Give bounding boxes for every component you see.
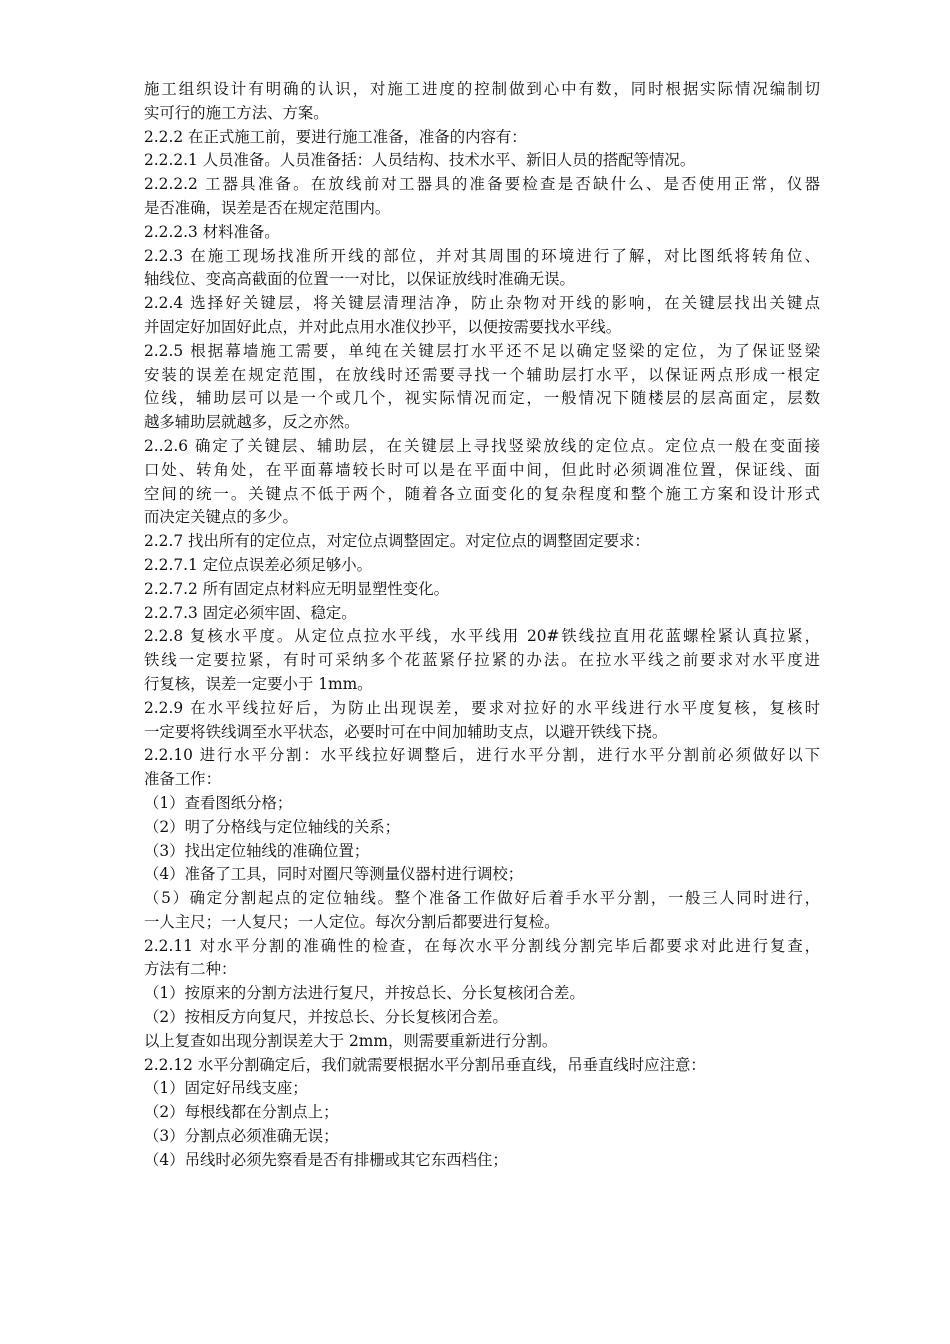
text-line: 2.2.11 对水平分割的准确性的检查，在每次水平分割线分割完毕后都要求对此进行复查，	[144, 936, 820, 955]
text-line: 以上复查如出现分割误差大于 2mm，则需要重新进行分割。	[144, 1031, 558, 1050]
document-page	[144, 78, 820, 1173]
text-line: 施工组织设计有明确的认识，对施工进度的控制做到心中有数，同时根据实际情况编制切	[144, 80, 820, 98]
text-line: 2.2.7.3 固定必须牢固、稳定。	[144, 603, 357, 622]
text-line: （2）按相反方向复尺，并按总长、分长复核闭合差。	[144, 1008, 508, 1027]
text-line: （1）查看图纸分格；	[144, 793, 293, 812]
text-line: 2.2.2 在正式施工前，要进行施工准备，准备的内容有：	[144, 127, 527, 146]
text-line: （3）分割点必须准确无误；	[144, 1127, 339, 1146]
text-line: 行复核，误差一定要小于 1mm。	[144, 674, 373, 693]
text-line: （1）固定好吊线支座；	[144, 1079, 308, 1098]
text-line: 2.2.7.2 所有固定点材料应无明显塑性变化。	[144, 579, 449, 598]
text-line: （2）明了分格线与定位轴线的关系；	[144, 817, 401, 836]
text-line: 口处、转角处，在平面幕墙较长时可以是在平面中间，但此时必须调准位置，保证线、面	[144, 460, 820, 479]
text-line: （4）准备了工具，同时对圈尺等测量仪器村进行调校；	[144, 865, 524, 884]
text-line: 2.2.8 复核水平度。从定位点拉水平线，水平线用 20#铁线拉直用花蓝螺栓紧认真拉紧，	[144, 627, 820, 646]
text-line: 2.2.12 水平分割确定后，我们就需要根据水平分割吊垂直线，吊垂直线时应注意：	[144, 1055, 706, 1074]
text-line: 2.2.4 选择好关键层，将关键层清理洁净，防止杂物对开线的影响，在关键层找出关键点	[144, 294, 820, 313]
text-line: 实可行的施工方法、方案。	[144, 103, 329, 122]
text-line: 准备工作：	[144, 770, 221, 789]
text-line: （1）按原来的分割方法进行复尺，并按总长、分长复核闭合差。	[144, 984, 585, 1003]
text-line: 安装的误差在规定范围，在放线时还需要寻找一个辅助层打水平，以保证两点形成一根定	[144, 365, 820, 384]
text-line: 2.2.2.3 材料准备。	[144, 222, 280, 241]
text-line: 方法有二种：	[144, 960, 237, 979]
text-line: 2.2.3 在施工现场找准所开线的部位，并对其周围的环境进行了解，对比图纸将转角位、	[144, 246, 820, 265]
text-line: 2.2.7.1 定位点误差必须足够小。	[144, 555, 373, 574]
text-line: （3）找出定位轴线的准确位置；	[144, 841, 370, 860]
text-line: 空间的统一。关键点不低于两个，随着各立面变化的复杂程度和整个施工方案和设计形式	[144, 484, 820, 503]
text-line: 一人主尺；一人复尺；一人定位。每次分割后都要进行复检。	[144, 912, 560, 931]
text-line: 2..2.6 确定了关键层、辅助层，在关键层上寻找竖梁放线的定位点。定位点一般在变面接	[144, 436, 820, 455]
text-line: 2.2.9 在水平线拉好后，为防止出现误差，要求对拉好的水平线进行水平度复核，复核时	[144, 698, 820, 717]
text-line: 轴线位、变高高截面的位置一一对比，以保证放线时准确无误。	[144, 270, 575, 289]
text-line: 2.2.7 找出所有的定位点，对定位点调整固定。对定位点的调整固定要求：	[144, 532, 650, 551]
text-line: 2.2.10 进行水平分割：水平线拉好调整后，进行水平分割，进行水平分割前必须做好以下	[144, 746, 820, 765]
text-line: 是否准确，误差是否在规定范围内。	[144, 198, 391, 217]
text-line: 一定要将铁线调至水平状态，必要时可在中间加辅助支点，以避开铁线下挠。	[144, 722, 668, 741]
text-line: 2.2.2.1 人员准备。人员准备括：人员结构、技术水平、新旧人员的搭配等情况。	[144, 151, 696, 170]
text-line: 越多辅助层就越多，反之亦然。	[144, 413, 360, 432]
text-line: 铁线一定要拉紧，有时可采纳多个花蓝紧仔拉紧的办法。在拉水平线之前要求对水平度进	[144, 651, 820, 670]
text-line: 并固定好加固好此点，并对此点用水准仪抄平，以便按需要找水平线。	[144, 317, 622, 336]
text-line: 2.2.5 根据幕墙施工需要，单纯在关键层打水平还不足以确定竖梁的定位，为了保证竖梁	[144, 341, 820, 360]
text-line: （5）确定分割起点的定位轴线。整个准备工作做好后着手水平分割，一般三人同时进行，	[144, 889, 820, 908]
text-line: （2）每根线都在分割点上；	[144, 1103, 339, 1122]
text-line: 2.2.2.2 工器具准备。在放线前对工器具的准备要检查是否缺什么、是否使用正常，仪器	[144, 175, 820, 194]
text-line: 而决定关键点的多少。	[144, 508, 298, 527]
text-line: （4）吊线时必须先察看是否有排栅或其它东西档住；	[144, 1150, 508, 1169]
text-line: 位线，辅助层可以是一个或几个，视实际情况而定，一般情况下随楼层的层高面定，层数	[144, 389, 820, 408]
